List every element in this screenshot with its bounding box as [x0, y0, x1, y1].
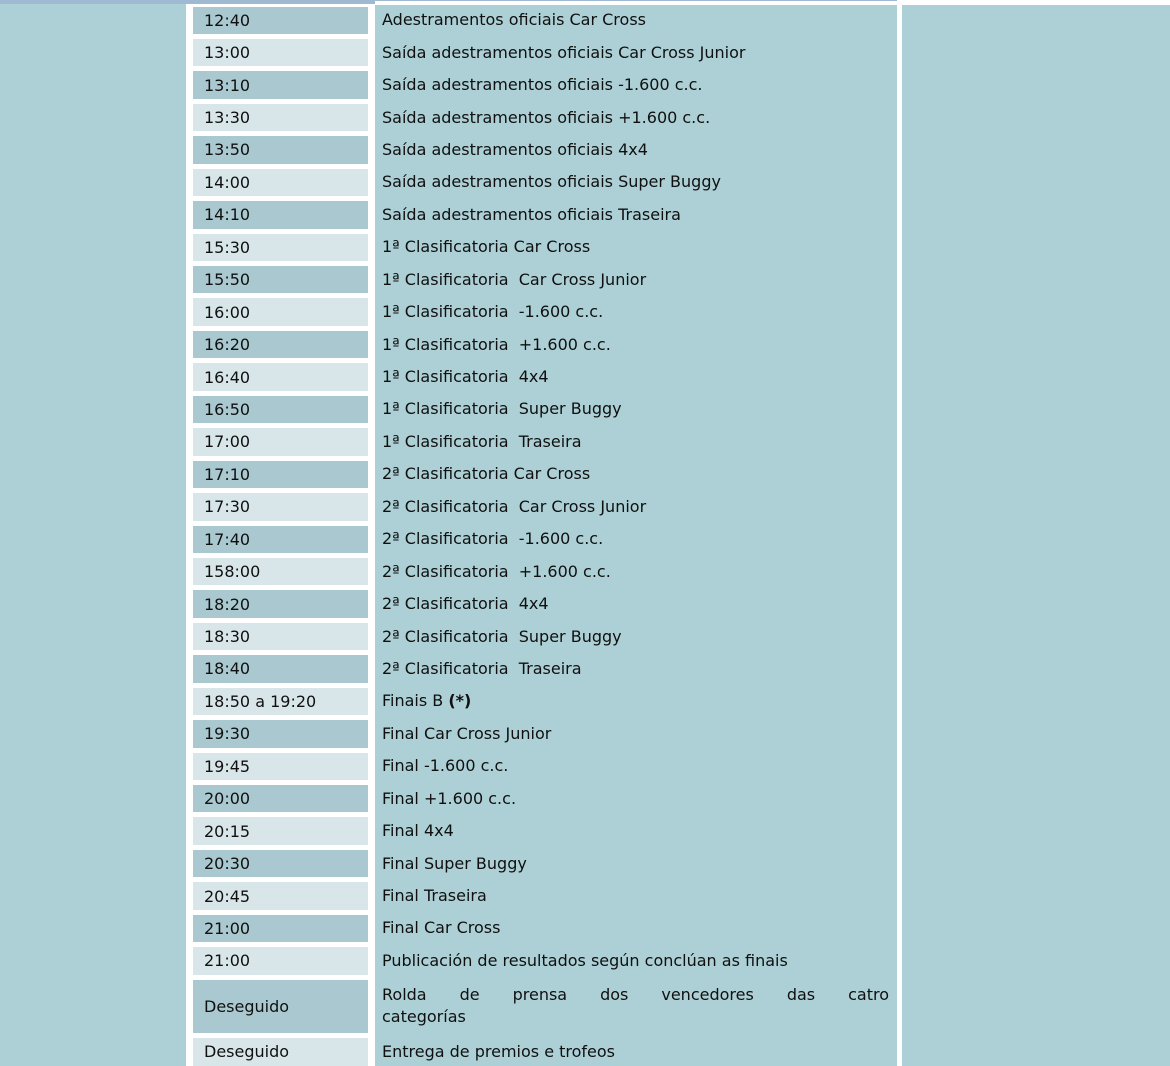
time-text: 16:40 [204, 367, 251, 387]
left-gutter [0, 36, 186, 68]
table-row [0, 199, 897, 231]
table-row [0, 783, 897, 815]
table-row [0, 426, 897, 458]
time-text: 20:30 [204, 854, 251, 874]
table-row [0, 296, 897, 328]
left-gutter [0, 783, 186, 815]
event-line [382, 171, 889, 193]
left-gutter [0, 426, 186, 458]
description-column-top-border [375, 1, 897, 5]
event-cell [375, 847, 897, 879]
time-text: 18:40 [204, 659, 251, 679]
time-cell [193, 71, 368, 98]
time-text: 17:30 [204, 497, 251, 517]
event-cell [375, 231, 897, 263]
table-row [0, 718, 897, 750]
table-row [0, 328, 897, 360]
time-cell-border [186, 101, 375, 133]
time-cell [193, 980, 368, 1034]
left-gutter [0, 912, 186, 944]
time-text: 21:00 [204, 951, 251, 971]
time-cell [193, 688, 368, 715]
event-line [382, 107, 889, 129]
time-text: 13:00 [204, 43, 251, 63]
time-cell [193, 7, 368, 34]
left-gutter [0, 393, 186, 425]
event-text: Final Car Cross Junior [382, 723, 552, 743]
event-text: 1ª Clasificatoria Car Cross [382, 237, 591, 257]
time-cell-border [186, 458, 375, 490]
table-row [0, 393, 897, 425]
time-text: 13:30 [204, 108, 251, 128]
time-text: 158:00 [204, 562, 261, 582]
time-text: 19:45 [204, 756, 251, 776]
event-line [382, 9, 889, 31]
table-row [0, 1036, 897, 1066]
event-text: 1ª Clasificatoria +1.600 c.c. [382, 334, 611, 354]
time-text: Deseguido [204, 996, 290, 1016]
time-cell-border [186, 685, 375, 717]
event-line [382, 528, 889, 550]
event-cell [375, 393, 897, 425]
event-cell [375, 750, 897, 782]
event-line [382, 366, 889, 388]
event-line [382, 204, 889, 226]
left-gutter [0, 264, 186, 296]
event-line [382, 593, 889, 615]
table-row [0, 101, 897, 133]
event-text: Final +1.600 c.c. [382, 788, 517, 808]
time-text: 21:00 [204, 918, 251, 938]
left-gutter [0, 69, 186, 101]
time-text: 17:00 [204, 432, 251, 452]
event-line [382, 1041, 889, 1063]
event-cell [375, 783, 897, 815]
left-gutter [0, 101, 186, 133]
event-line [382, 42, 889, 64]
time-cell [193, 234, 368, 261]
table-row [0, 847, 897, 879]
event-line [382, 139, 889, 161]
table-row [0, 69, 897, 101]
time-cell-border [186, 588, 375, 620]
schedule-table [0, 4, 897, 1066]
event-line [382, 398, 889, 420]
left-gutter [0, 653, 186, 685]
table-row [0, 361, 897, 393]
time-text: 13:10 [204, 75, 251, 95]
left-gutter [0, 523, 186, 555]
time-cell-border [186, 847, 375, 879]
event-cell [375, 458, 897, 490]
event-text: 2ª Clasificatoria Super Buggy [382, 626, 622, 646]
event-cell [375, 1036, 897, 1066]
event-text: Entrega de premios e trofeos [382, 1041, 616, 1061]
event-text: 1ª Clasificatoria 4x4 [382, 367, 549, 387]
event-text: Saída adestramentos oficiais -1.600 c.c. [382, 75, 703, 95]
event-line [382, 561, 889, 583]
time-cell-border [186, 815, 375, 847]
left-gutter [0, 491, 186, 523]
event-line [382, 301, 889, 323]
time-cell-border [186, 69, 375, 101]
time-text: 20:15 [204, 821, 251, 841]
table-row [0, 134, 897, 166]
event-cell [375, 426, 897, 458]
time-text: 16:00 [204, 302, 251, 322]
event-text: 2ª Clasificatoria Traseira [382, 658, 582, 678]
time-text: 18:20 [204, 594, 251, 614]
event-cell [375, 69, 897, 101]
event-cell [375, 36, 897, 68]
time-cell [193, 428, 368, 455]
event-line [382, 463, 889, 485]
time-cell [193, 1038, 368, 1065]
event-cell [375, 945, 897, 977]
event-text: Saída adestramentos oficiais 4x4 [382, 139, 648, 159]
time-text: 20:00 [204, 789, 251, 809]
time-cell [193, 623, 368, 650]
time-text: 17:10 [204, 464, 251, 484]
event-text: Saída adestramentos oficiais Traseira [382, 204, 681, 224]
time-cell [193, 947, 368, 974]
time-cell [193, 461, 368, 488]
event-cell [375, 491, 897, 523]
event-line [382, 950, 889, 972]
event-cell [375, 264, 897, 296]
left-gutter [0, 815, 186, 847]
event-cell [375, 328, 897, 360]
time-cell [193, 590, 368, 617]
event-line [382, 269, 889, 291]
time-cell [193, 817, 368, 844]
event-line [382, 690, 889, 712]
event-text: Saída adestramentos oficiais +1.600 c.c. [382, 107, 711, 127]
event-cell [375, 685, 897, 717]
event-cell [375, 912, 897, 944]
event-line [382, 917, 889, 939]
time-cell-border [186, 166, 375, 198]
event-text: 2ª Clasificatoria Car Cross Junior [382, 496, 647, 516]
time-cell [193, 39, 368, 66]
time-cell-border [186, 880, 375, 912]
time-text: 17:40 [204, 529, 251, 549]
time-cell [193, 850, 368, 877]
table-row [0, 4, 897, 36]
left-gutter [0, 555, 186, 587]
event-text: 1ª Clasificatoria -1.600 c.c. [382, 302, 604, 322]
left-gutter [0, 231, 186, 263]
time-cell-border [186, 296, 375, 328]
event-text: Saída adestramentos oficiais Super Buggy [382, 172, 721, 192]
time-cell-border [186, 555, 375, 587]
event-cell [375, 620, 897, 652]
time-cell-border [186, 750, 375, 782]
time-cell [193, 558, 368, 585]
time-cell [193, 298, 368, 325]
time-text: 20:45 [204, 886, 251, 906]
time-cell [193, 753, 368, 780]
time-cell-border [186, 620, 375, 652]
event-cell [375, 166, 897, 198]
table-row [0, 685, 897, 717]
event-line [382, 820, 889, 842]
event-text: Adestramentos oficiais Car Cross [382, 10, 646, 30]
time-cell-border [186, 134, 375, 166]
left-gutter [0, 685, 186, 717]
table-row [0, 264, 897, 296]
event-text: Final 4x4 [382, 821, 454, 841]
time-cell [193, 526, 368, 553]
event-cell [375, 653, 897, 685]
left-gutter [0, 847, 186, 879]
time-text: 16:20 [204, 335, 251, 355]
time-text: 15:50 [204, 270, 251, 290]
left-gutter [0, 134, 186, 166]
time-text: 16:50 [204, 399, 251, 419]
time-cell [193, 331, 368, 358]
event-line [382, 236, 889, 258]
time-cell-border [186, 491, 375, 523]
event-line [382, 431, 889, 453]
table-row [0, 977, 897, 1036]
event-line [382, 853, 889, 875]
event-text: 1ª Clasificatoria Traseira [382, 431, 582, 451]
left-gutter [0, 458, 186, 490]
event-text: 1ª Clasificatoria Car Cross Junior [382, 269, 647, 289]
event-text: 2ª Clasificatoria +1.600 c.c. [382, 561, 611, 581]
event-cell [375, 880, 897, 912]
time-text: 14:00 [204, 172, 251, 192]
time-cell-border [186, 523, 375, 555]
event-text: 1ª Clasificatoria Super Buggy [382, 399, 622, 419]
left-gutter [0, 199, 186, 231]
left-gutter [0, 4, 186, 36]
event-text: Finais B [382, 691, 449, 711]
time-cell-border [186, 653, 375, 685]
table-row [0, 815, 897, 847]
time-cell-border [186, 264, 375, 296]
time-cell-border [186, 912, 375, 944]
time-cell-border [186, 328, 375, 360]
left-gutter [0, 880, 186, 912]
time-cell [193, 169, 368, 196]
event-line [382, 723, 889, 745]
left-gutter [0, 588, 186, 620]
table-row [0, 166, 897, 198]
left-gutter [0, 977, 186, 1036]
event-bold-text: (*) [448, 691, 472, 711]
time-cell-border [186, 231, 375, 263]
time-cell [193, 720, 368, 747]
right-panel [902, 0, 1170, 1066]
time-cell [193, 915, 368, 942]
left-gutter [0, 1036, 186, 1066]
left-gutter [0, 296, 186, 328]
left-gutter [0, 620, 186, 652]
event-cell [375, 555, 897, 587]
column-divider [897, 0, 902, 1066]
event-text: Publicación de resultados según conclúan as finais [382, 950, 788, 970]
table-row [0, 588, 897, 620]
table-row [0, 653, 897, 685]
event-text: Saída adestramentos oficiais Car Cross Junior [382, 42, 746, 62]
event-cell [375, 134, 897, 166]
event-cell [375, 523, 897, 555]
table-row [0, 945, 897, 977]
table-row [0, 750, 897, 782]
event-line [382, 626, 889, 648]
time-cell-border [186, 361, 375, 393]
table-row [0, 555, 897, 587]
event-cell [375, 4, 897, 36]
time-cell [193, 266, 368, 293]
time-cell-border [186, 1036, 375, 1066]
table-row [0, 36, 897, 68]
time-cell-border [186, 393, 375, 425]
event-text: Final -1.600 c.c. [382, 756, 509, 776]
time-cell-border [186, 199, 375, 231]
time-text: Deseguido [204, 1042, 290, 1062]
event-text: 2ª Clasificatoria Car Cross [382, 464, 591, 484]
left-gutter [0, 166, 186, 198]
event-text: Final Super Buggy [382, 853, 527, 873]
event-line [382, 885, 889, 907]
time-cell-border [186, 426, 375, 458]
time-cell [193, 136, 368, 163]
table-row [0, 912, 897, 944]
time-cell [193, 493, 368, 520]
event-text: 2ª Clasificatoria 4x4 [382, 594, 549, 614]
event-cell [375, 588, 897, 620]
time-cell [193, 396, 368, 423]
event-line [382, 788, 889, 810]
event-line [382, 74, 889, 96]
time-text: 13:50 [204, 140, 251, 160]
left-gutter [0, 328, 186, 360]
table-row [0, 880, 897, 912]
time-cell [193, 201, 368, 228]
event-line [382, 658, 889, 680]
time-cell [193, 882, 368, 909]
table-row [0, 491, 897, 523]
time-cell [193, 655, 368, 682]
time-cell [193, 363, 368, 390]
time-cell [193, 785, 368, 812]
table-row [0, 231, 897, 263]
event-text: Rolda de prensa dos vencedores das catro [382, 985, 889, 1005]
event-cell [375, 296, 897, 328]
event-cell [375, 361, 897, 393]
time-text: 12:40 [204, 10, 251, 30]
time-cell-border [186, 945, 375, 977]
table-row [0, 458, 897, 490]
event-cell [375, 718, 897, 750]
time-cell-border [186, 977, 375, 1036]
event-line [382, 755, 889, 777]
left-gutter [0, 718, 186, 750]
time-cell-border [186, 4, 375, 36]
time-text: 18:30 [204, 627, 251, 647]
event-text: Final Traseira [382, 886, 487, 906]
time-text: 18:50 a 19:20 [204, 691, 317, 711]
event-cell [375, 815, 897, 847]
table-row [0, 523, 897, 555]
time-text: 19:30 [204, 724, 251, 744]
event-text: Final Car Cross [382, 918, 501, 938]
event-cell [375, 977, 897, 1036]
event-cell [375, 199, 897, 231]
event-text: categorías [382, 1007, 466, 1027]
event-line [382, 496, 889, 518]
time-text: 14:10 [204, 205, 251, 225]
time-cell [193, 104, 368, 131]
time-cell-border [186, 718, 375, 750]
left-gutter [0, 750, 186, 782]
event-line [382, 334, 889, 356]
event-text: 2ª Clasificatoria -1.600 c.c. [382, 529, 604, 549]
time-cell-border [186, 783, 375, 815]
left-gutter [0, 945, 186, 977]
left-gutter [0, 361, 186, 393]
event-cell [375, 101, 897, 133]
time-cell-border [186, 36, 375, 68]
time-text: 15:30 [204, 237, 251, 257]
table-row [0, 620, 897, 652]
